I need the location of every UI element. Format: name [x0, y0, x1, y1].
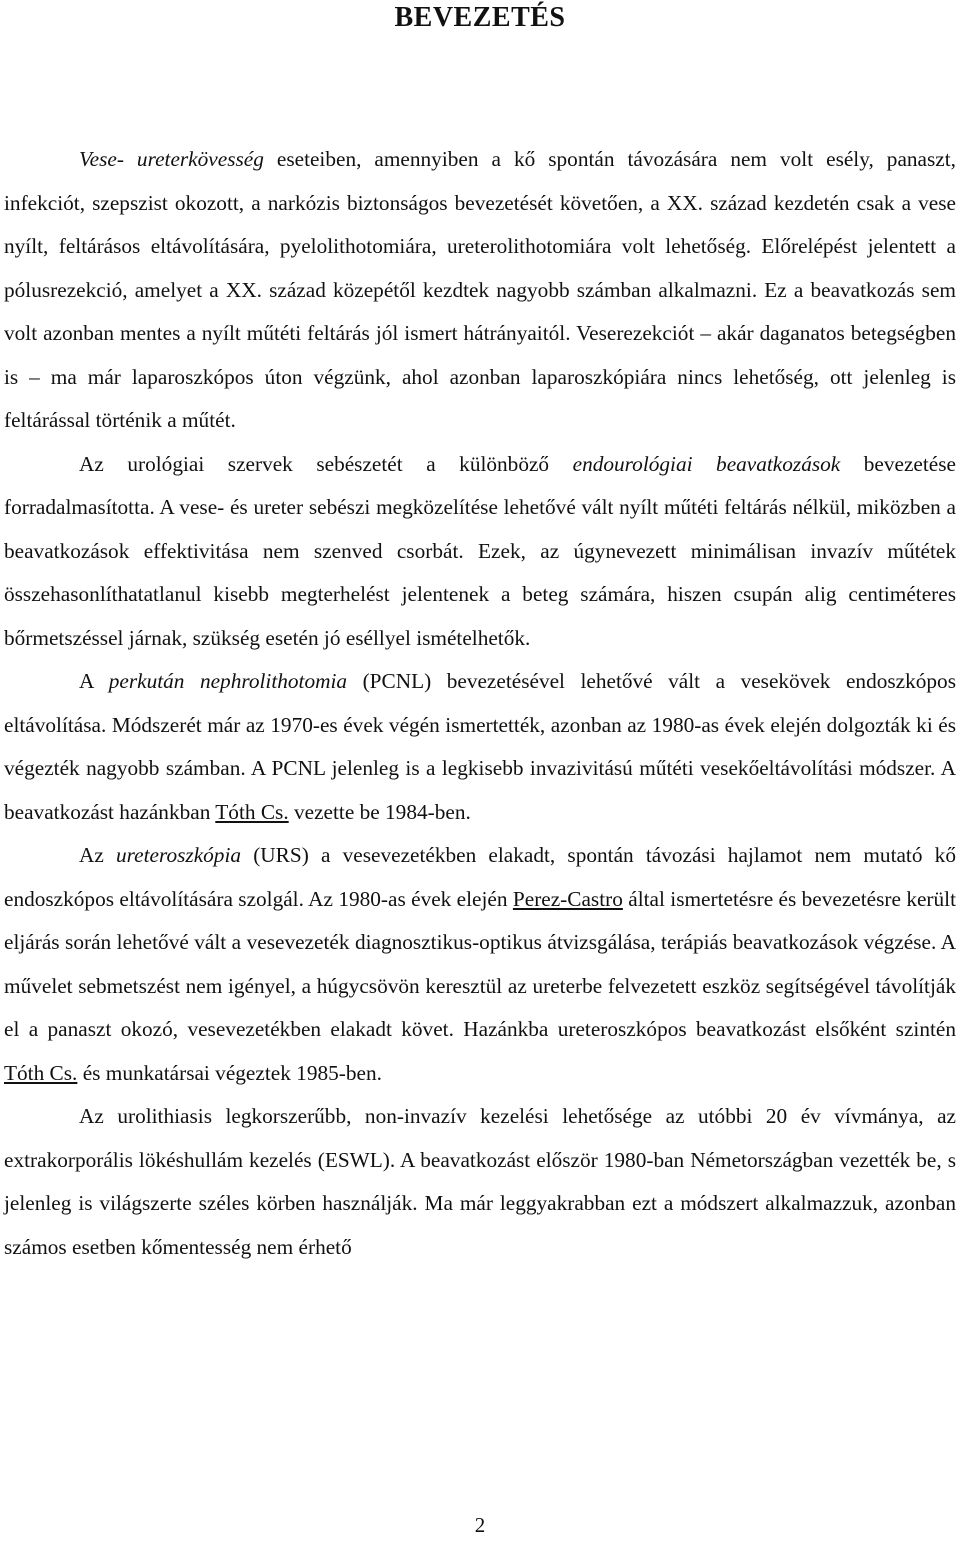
- underlined-name: Perez-Castro: [512, 886, 623, 911]
- text-run: bevezetése forradalmasította. A vese- és ureter sebészi megközelítése lehetővé vált nyílt műtéti feltárás nélkül, miközben a beavatkozások effektivitása nem szenved csorbát. Ezek, az úgynevezett minimálisan invazív műtétek összehasonlíthatatlanul kisebb megterhelést jelentenek a beteg számára, hiszen csupán alig centiméteres bőrmetszéssel járnak, szükség esetén jó eséllyel ismételhetők.: [4, 451, 956, 650]
- page-title: BEVEZETÉS: [394, 2, 566, 33]
- text-run: Az urológiai szervek sebészetét a különböző: [79, 451, 573, 476]
- paragraph-5: [4, 1095, 956, 1269]
- underlined-name: Tóth Cs.: [215, 799, 289, 824]
- text-run: vezette be 1984-ben.: [288, 799, 471, 824]
- italic-term: endourológiai beavatkozások: [572, 451, 841, 476]
- paragraph-4: [4, 834, 956, 1095]
- body-text: [4, 138, 956, 1269]
- text-run: Az: [79, 843, 117, 867]
- text-run: által ismertetésre és bevezetésre került eljárás során lehetővé vált a vesevezeték diagnosztikus-optikus átvizsgálása, terápiás beavatkozások végzése. A művelet sebmetszést nem igényel, a húgycsövön keresztül az ureterbe felvezetett eszköz segítségével távolítják el a panaszt okozó, vesevezetékben elakadt követ. Hazánkba ureteroszkópos beavatkozást elsőként szintén: [4, 886, 956, 1041]
- text-run: (URS) a vesevezetékben elakadt, spontán távozási hajlamot nem mutató kő endoszkópos eltávolítására szolgál. Az 1980-as évek elején: [4, 843, 956, 911]
- text-run: és munkatársai végeztek 1985-ben.: [77, 1060, 382, 1085]
- text-run: A: [79, 669, 109, 693]
- italic-term: ureteroszkópia: [116, 843, 242, 867]
- paragraph-1: [4, 138, 956, 443]
- page-number: 2: [474, 1513, 486, 1537]
- italic-term: Vese- ureterkövesség: [79, 147, 264, 171]
- text-run: (PCNL) bevezetésével lehetővé vált a vesekövek endoszkópos eltávolítása. Módszerét már az 1970-es évek végén ismertették, azonban az 1980-as évek elején dolgozták ki és végezték nagyobb számban. A PCNL jelenleg is a legkisebb invazivitású műtéti vesekőeltávolítási módszer. A beavatkozást hazánkban: [4, 669, 956, 824]
- text-run: eseteiben, amennyiben a kő spontán távozására nem volt esély, panaszt, infekciót, szepszist okozott, a narkózis biztonságos bevezetését követően, a XX. század kezdetén csak a vese nyílt, feltárásos eltávolítására, pyelolithotomiára, ureterolithotomiára volt lehetőség. Előrelépést jelentett a pólusrezekció, amelyet a XX. század közepétől kezdtek nagyobb számban alkalmazni. Ez a beavatkozás sem volt azonban mentes a nyílt műtéti feltárás jól ismert hátrányaitól. Veserezekciót – akár daganatos betegségben is – ma már laparoszkópos úton végzünk, ahol azonban laparoszkópiára nincs lehetőség, ott jelenleg is feltárással történik a műtét.: [4, 147, 956, 432]
- underlined-name: Tóth Cs.: [4, 1060, 78, 1085]
- document-page: [4, 0, 956, 1259]
- italic-term: perkután nephrolithotomia: [108, 669, 348, 693]
- paragraph-2: [4, 443, 956, 661]
- text-run: Az urolithiasis legkorszerűbb, non-invazív kezelési lehetősége az utóbbi 20 év vívmánya, az extrakorporális lökéshullám kezelés (ESWL). A beavatkozást először 1980-ban Németországban vezették be, s jelenleg is világszerte széles körben használják. Ma már leggyakrabban ezt a módszert alkalmazzuk, azonban számos esetben kőmentesség nem érhető: [4, 1104, 956, 1259]
- paragraph-3: [4, 660, 956, 834]
